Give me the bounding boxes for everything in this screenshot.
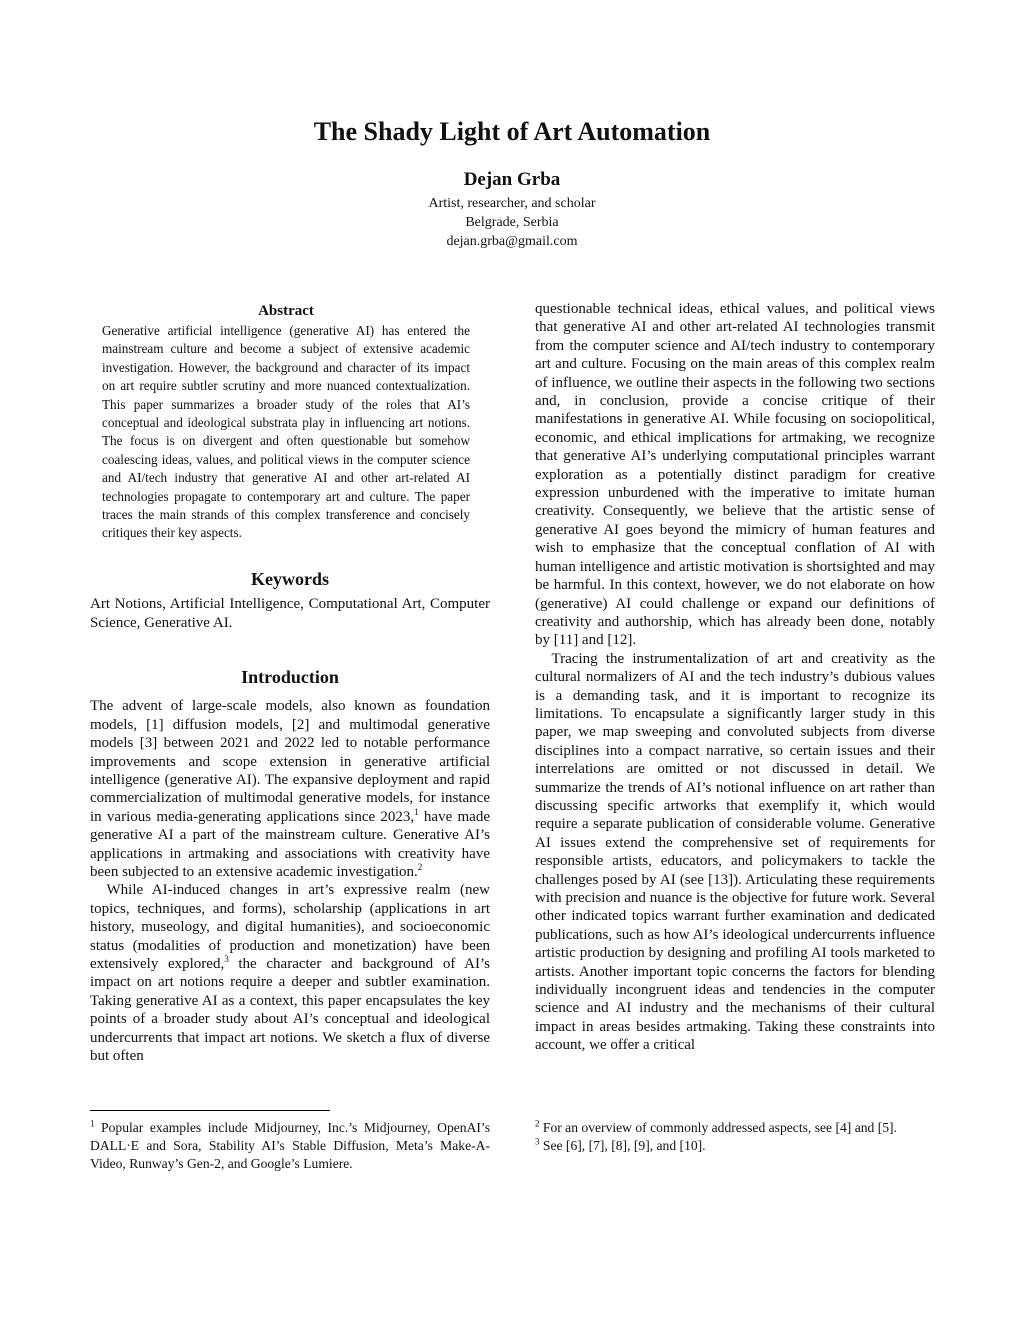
introduction-heading: Introduction [241, 667, 339, 688]
author-name: Dejan Grba [463, 169, 561, 190]
footnote-2 [535, 1119, 935, 1137]
intro-paragraph-2 [90, 881, 490, 1065]
paper-title: The Shady Light of Art Automation [313, 117, 711, 146]
abstract-heading: Abstract [258, 303, 314, 319]
intro-p2-part-b: the character and background of AI’s impact on art notions require a deeper and subtler examination. Taking generative AI as a context, this paper encapsulates the key points of a broader study about AI’s conceptual and ideological undercurrents that impact art notions. We sketch a flux of diverse but often [90, 955, 490, 1064]
footnotes-left [90, 1119, 490, 1173]
right-column [535, 300, 935, 1055]
footnotes-right [535, 1119, 935, 1155]
keywords-heading: Keywords [251, 568, 329, 589]
intro-p1-part-a: The advent of large-scale models, also known as foundation models, [1] diffusion models, [2] and multimodal generative models [3] between 2021 and 2022 led to notable performance improvements and scope extension in generative artificial intelligence (generative AI). The expansive deployment and rapid commercialization of multimodal generative models, for instance in various media-generating applications since 2023, [90, 698, 490, 825]
footnote-2-number: 2 [535, 1118, 540, 1129]
footnote-ref-3: 3 [224, 953, 229, 964]
abstract-text: Generative artificial intelligence (generative AI) has entered the mainstream culture and become a subject of extensive academic investigation. However, the background and character of its impact on art require subtler scrutiny and more nuanced contextualization. This paper summarizes a broader study of the roles that AI’s conceptual and ideological substrata play in influencing art notions. The focus is on divergent and often questionable but somehow coalescing ideas, values, and political views in the computer science and AI/tech industry that generative AI and other art-related AI technologies propagate to contemporary art and culture. The paper traces the main strands of this complex transference and concisely critiques their key aspects. [102, 323, 470, 541]
author-block [0, 168, 1024, 251]
left-column [90, 300, 490, 1065]
keywords-text: Art Notions, Artificial Intelligence, Computational Art, Computer Science, Generative AI. [90, 595, 490, 631]
intro-p2-part-a: While AI-induced changes in art’s expressive realm (new topics, techniques, and forms), scholarship (applications in art history, museology, and digital humanities), and socioeconomic status (modalities of production and monetization) have been extensively explored, [90, 882, 490, 972]
footnote-ref-2: 2 [417, 861, 423, 872]
footnote-divider [90, 1110, 330, 1111]
author-email: dejan.grba@gmail.com [446, 234, 578, 249]
footnote-1-text: Popular examples include Midjourney, Inc.’s Midjourney, OpenAI’s DALL·E and Sora, Stability AI’s Stable Diffusion, Meta’s Make-A-Video, Runway’s Gen-2, and Google’s Lumiere. [90, 1120, 490, 1171]
footnote-1 [90, 1119, 490, 1173]
author-role: Artist, researcher, and scholar [428, 196, 596, 211]
footnote-ref-1: 1 [414, 806, 419, 817]
author-location: Belgrade, Serbia [465, 215, 559, 230]
intro-paragraph-4: Tracing the instrumentalization of art and creativity as the cultural normalizers of AI and the tech industry’s dubious values is a demanding task, and it is important to recognize its limitations. To encapsulate a significantly larger study in this paper, we map sweeping and convoluted subjects from diverse disciplines into a compact narrative, so certain issues and their interrelations are omitted or not discussed in detail. We summarize the trends of AI’s notional influence on art rather than discussing specific artworks that exemplify it, which would require a separate publication of considerable volume. Generative AI issues extend the comprehensive set of requirements for responsible artists, educators, and policymakers to tackle the challenges posed by AI (see [13]). Articulating these requirements with precision and nuance is the objective for future work. Several other indicated topics warrant further examination and dedicated publications, such as how AI’s ideological undercurrents influence artistic production by designing and profiling AI tools marketed to artists. Another important topic concerns the factors for blending individually incongruent ideas and tendencies in the computer science and AI industry and the mechanisms of their cultural impact in areas besides artmaking. Taking these constraints into account, we offer a critical [535, 650, 935, 1054]
footnote-3 [535, 1137, 935, 1155]
abstract-section [102, 300, 470, 543]
intro-paragraph-3: questionable technical ideas, ethical values, and political views that generative AI and other art-related AI technologies transmit from the computer science and AI/tech industry to contemporary art and culture. Focusing on the main areas of this complex realm of influence, we outline their aspects in the following two sections and, in conclusion, provide a concise critique of their manifestations in generative AI. While focusing on sociopolitical, economic, and ethical implications for artmaking, we recognize that generative AI’s underlying computational principles warrant exploration as a potentially distinct paradigm for creative expression unburdened with the imperative to imitate human creativity. Consequently, we believe that the artistic sense of generative AI goes beyond the mimicry of human features and wish to emphasize that the conceptual conflation of AI with human intelligence and artistic motivation is shortsighted and may be harmful. In this context, however, we do not elaborate on how (generative) AI could challenge or expand our definitions of creativity and authorship, which has already been done, notably by [11] and [12]. [535, 301, 935, 649]
footnote-1-number: 1 [90, 1118, 95, 1129]
footnote-3-number: 3 [535, 1136, 540, 1147]
footnote-2-text: For an overview of commonly addressed aspects, see [4] and [5]. [539, 1120, 897, 1135]
intro-p1-part-b: have made generative AI a part of the mainstream culture. Generative AI’s applications in artmaking and associations with creativity have been subjected to an extensive academic investigation. [90, 808, 490, 880]
intro-paragraph-1 [90, 697, 490, 881]
footnote-3-text: See [6], [7], [8], [9], and [10]. [539, 1138, 706, 1153]
